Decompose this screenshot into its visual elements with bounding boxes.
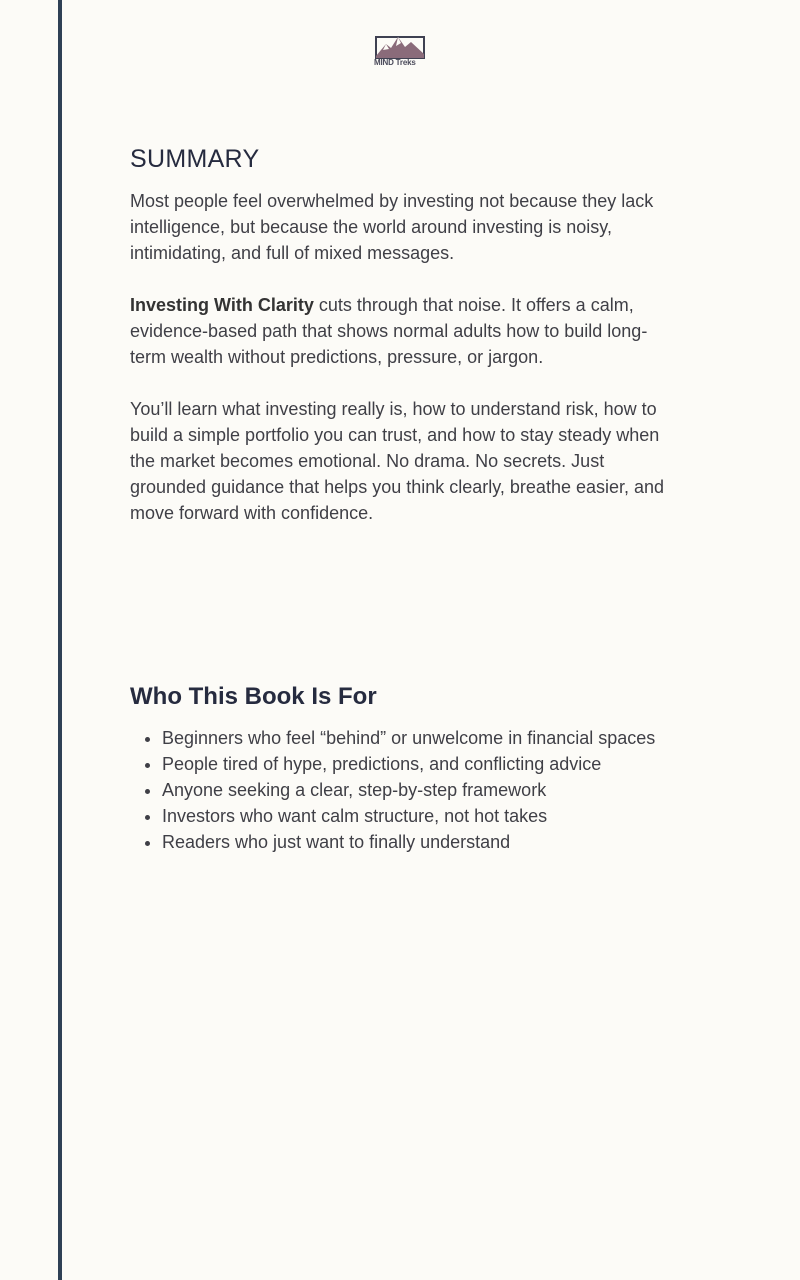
list-item: • Readers who just want to finally understand: [162, 829, 670, 855]
summary-paragraph-2: [130, 292, 670, 370]
list-item: • Investors who want calm structure, not hot takes: [162, 803, 670, 829]
list-item: • People tired of hype, predictions, and conflicting advice: [162, 751, 670, 777]
summary-paragraph-3: You’ll learn what investing really is, how to understand risk, how to build a simple portfolio you can trust, and how to stay steady when the market becomes emotional. No drama. No secrets. Just grounded guidance that helps you think clearly, breathe easier, and move forward with confidence.: [130, 399, 665, 523]
logo-text: MIND Treks: [374, 58, 416, 67]
summary-paragraph-1: Most people feel overwhelmed by investing not because they lack intelligence, but because the world around investing is noisy, intimidating, and full of mixed messages.: [130, 191, 654, 263]
book-title: Investing With Clarity: [130, 295, 314, 315]
list-item: • Anyone seeking a clear, step-by-step framework: [162, 777, 670, 803]
summary-paragraph-2-text: cuts through that noise. It offers a calm, evidence-based path that shows normal adults how to build long-term wealth without predictions, pressure, or jargon.: [130, 295, 648, 367]
summary-section: [130, 145, 670, 526]
left-accent-bar: [58, 0, 62, 1280]
audience-section: [130, 683, 670, 855]
audience-list: [130, 725, 670, 855]
mountain-logo-icon: [374, 34, 426, 60]
summary-heading: SUMMARY: [130, 145, 260, 173]
mind-treks-logo: [374, 34, 426, 70]
audience-heading: Who This Book Is For: [130, 683, 377, 710]
list-item: • Beginners who feel “behind” or unwelcome in financial spaces: [162, 725, 670, 751]
